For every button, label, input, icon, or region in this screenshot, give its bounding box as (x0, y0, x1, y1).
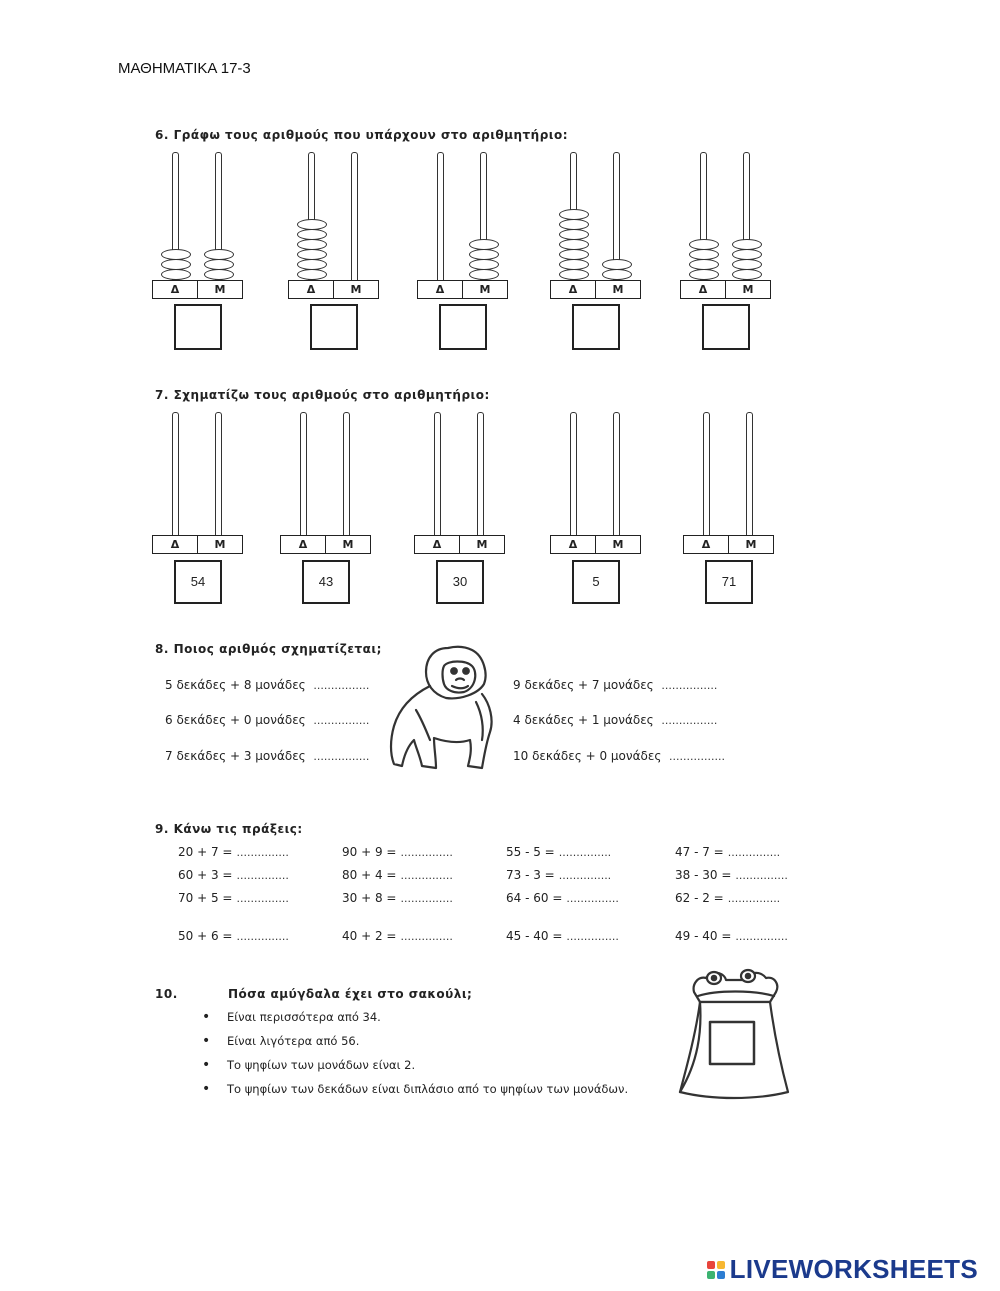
q9-operation: 55 - 5 = ............... (506, 845, 612, 859)
q9-answer-blank[interactable]: ............... (735, 869, 788, 882)
q9-operation: 90 + 9 = ............... (342, 845, 453, 859)
abacus-base (280, 535, 371, 554)
liveworksheets-logo (707, 1254, 978, 1285)
ones-label: Μ (333, 281, 378, 298)
ones-label: Μ (595, 281, 640, 298)
page-title: ΜΑΘΗΜΑΤΙΚΑ 17-3 (118, 60, 251, 77)
tens-label: Δ (701, 538, 711, 551)
q6-title: 6. Γράφω τους αριθμούς που υπάρχουν στο αριθμητήριο: (155, 128, 569, 142)
ones-bead (602, 269, 632, 280)
ones-rod (215, 412, 222, 536)
tens-bead (559, 219, 589, 230)
abacus-base (683, 535, 774, 554)
q9-answer-blank[interactable]: ............... (727, 892, 781, 905)
tens-rod (434, 412, 441, 536)
q8-answer-blank[interactable]: ................ (313, 679, 370, 692)
q10-clue: • Το ψηφίων των δεκάδων είναι διπλάσιο από το ψηφίων των μονάδων. (202, 1082, 628, 1096)
ones-bead (204, 259, 234, 270)
q9-answer-blank[interactable]: ............... (558, 846, 612, 859)
q9-answer-blank[interactable]: ............... (400, 930, 453, 943)
q10-clue-list (202, 1010, 628, 1106)
ones-bead (204, 249, 234, 260)
ones-bead (732, 249, 762, 260)
q10-clue: • Είναι περισσότερα από 34. (202, 1010, 628, 1024)
q10-title: Πόσα αμύγδαλα έχει στο σακούλι; (228, 987, 473, 1001)
abacus[interactable] (414, 412, 506, 555)
tens-bead (559, 229, 589, 240)
tens-rod (437, 152, 444, 281)
tens-bead (161, 259, 191, 270)
q10-clue: • Το ψηφίων των μονάδων είναι 2. (202, 1058, 628, 1072)
tens-rod (300, 412, 307, 536)
q7-target-number: 30 (436, 560, 484, 604)
abacus (417, 152, 509, 300)
tens-bead (689, 249, 719, 260)
tens-bead (689, 269, 719, 280)
abacus-base (152, 535, 243, 554)
q9-operation: 70 + 5 = ............... (178, 891, 289, 905)
q9-answer-blank[interactable]: ............... (400, 892, 453, 905)
q9-operation: 38 - 30 = ............... (675, 868, 788, 882)
q7-target-number: 71 (705, 560, 753, 604)
q6-answer-box[interactable] (702, 304, 750, 350)
abacus-base (288, 280, 379, 299)
ones-bead (732, 239, 762, 250)
tens-label: Δ (298, 538, 308, 551)
tens-label: Δ (170, 538, 180, 551)
ones-label: Μ (459, 536, 504, 553)
q9-operation: 62 - 2 = ............... (675, 891, 781, 905)
ones-bead (469, 239, 499, 250)
ones-bead (602, 259, 632, 270)
q9-answer-blank[interactable]: ............... (236, 892, 289, 905)
ones-bead (469, 249, 499, 260)
abacus[interactable] (280, 412, 372, 555)
ones-rod (477, 412, 484, 536)
q8-left-item-2: 6 δεκάδες + 0 μονάδες ................ (165, 713, 370, 727)
ones-label: Μ (725, 281, 770, 298)
ones-label: Μ (325, 536, 370, 553)
q6-answer-box[interactable] (310, 304, 358, 350)
q8-right-item-1: 9 δεκάδες + 7 μονάδες ................ (513, 678, 718, 692)
q8-answer-blank[interactable]: ................ (313, 750, 370, 763)
ones-label: Μ (595, 536, 640, 553)
tens-label: Δ (306, 283, 316, 296)
q7-target-number: 54 (174, 560, 222, 604)
abacus-base (152, 280, 243, 299)
ones-label: Μ (197, 536, 242, 553)
abacus (152, 152, 244, 300)
q7-target-number: 43 (302, 560, 350, 604)
abacus-base (680, 280, 771, 299)
tens-bead (559, 259, 589, 270)
abacus[interactable] (550, 412, 642, 555)
abacus (550, 152, 642, 300)
ones-rod (613, 412, 620, 536)
tens-rod (570, 412, 577, 536)
ones-bead (732, 269, 762, 280)
q8-answer-blank[interactable]: ................ (661, 679, 718, 692)
q9-operation: 30 + 8 = ............... (342, 891, 453, 905)
q9-operation: 73 - 3 = ............... (506, 868, 612, 882)
tens-bead (559, 209, 589, 220)
tens-label: Δ (568, 538, 578, 551)
ones-bead (469, 259, 499, 270)
q8-left-item-3: 7 δεκάδες + 3 μονάδες ................ (165, 749, 370, 763)
tens-bead (161, 249, 191, 260)
ones-bead (204, 269, 234, 280)
ones-rod (343, 412, 350, 536)
tens-bead (161, 269, 191, 280)
q9-answer-blank[interactable]: ............... (566, 930, 619, 943)
abacus-base (414, 535, 505, 554)
tens-rod (703, 412, 710, 536)
abacus-base (550, 280, 641, 299)
q8-title: 8. Ποιος αριθμός σχηματίζεται; (155, 642, 382, 656)
abacus (288, 152, 380, 300)
ones-label: Μ (462, 281, 507, 298)
ones-rod (351, 152, 358, 281)
tens-bead (689, 239, 719, 250)
q9-operation: 20 + 7 = ............... (178, 845, 289, 859)
tens-bead (297, 259, 327, 270)
ones-rod (746, 412, 753, 536)
q9-answer-blank[interactable]: ............... (236, 846, 289, 859)
q6-answer-box[interactable] (439, 304, 487, 350)
liveworksheets-logo-icon (707, 1261, 725, 1279)
abacus-base (550, 535, 641, 554)
q6-answer-box[interactable] (174, 304, 222, 350)
ones-label: Μ (197, 281, 242, 298)
tens-bead (297, 219, 327, 230)
q9-operation: 60 + 3 = ............... (178, 868, 289, 882)
q9-answer-blank[interactable]: ............... (727, 846, 781, 859)
q9-answer-blank[interactable]: ............... (566, 892, 619, 905)
ones-bead (732, 259, 762, 270)
tens-bead (559, 269, 589, 280)
q8-answer-blank[interactable]: ................ (661, 714, 718, 727)
q10-number: 10. (155, 987, 178, 1001)
abacus-base (417, 280, 508, 299)
liveworksheets-logo-text: LIVEWORKSHEETS (729, 1254, 978, 1284)
tens-bead (297, 249, 327, 260)
q7-target-number: 5 (572, 560, 620, 604)
tens-label: Δ (432, 538, 442, 551)
q8-left-item-1: 5 δεκάδες + 8 μονάδες ................ (165, 678, 370, 692)
q9-operation: 47 - 7 = ............... (675, 845, 781, 859)
q9-answer-blank[interactable]: ............... (400, 846, 453, 859)
tens-bead (297, 269, 327, 280)
q9-operation: 49 - 40 = ............... (675, 929, 788, 943)
gorilla-illustration (386, 640, 504, 772)
q8-answer-blank[interactable]: ................ (313, 714, 370, 727)
q9-answer-blank[interactable]: ............... (400, 869, 453, 882)
q9-answer-blank[interactable]: ............... (558, 869, 612, 882)
q9-operation: 50 + 6 = ............... (178, 929, 289, 943)
q7-title: 7. Σχηματίζω τους αριθμούς στο αριθμητήριο: (155, 388, 490, 402)
tens-bead (297, 229, 327, 240)
q8-answer-blank[interactable]: ................ (669, 750, 725, 763)
tens-label: Δ (568, 283, 578, 296)
q8-right-item-2: 4 δεκάδες + 1 μονάδες ................ (513, 713, 718, 727)
q9-title: 9. Κάνω τις πράξεις: (155, 822, 303, 836)
tens-bead (559, 239, 589, 250)
tens-rod (172, 412, 179, 536)
ones-bead (469, 269, 499, 280)
q6-answer-box[interactable] (572, 304, 620, 350)
q9-operation: 40 + 2 = ............... (342, 929, 453, 943)
q9-answer-blank[interactable]: ............... (735, 930, 788, 943)
abacus[interactable] (152, 412, 244, 555)
tens-label: Δ (698, 283, 708, 296)
bag-illustration (676, 962, 794, 1102)
abacus[interactable] (683, 412, 775, 555)
tens-label: Δ (170, 283, 180, 296)
q8-right-item-3: 10 δεκάδες + 0 μονάδες ................ (513, 749, 725, 763)
q10-clue: • Είναι λιγότερα από 56. (202, 1034, 628, 1048)
q9-operation: 80 + 4 = ............... (342, 868, 453, 882)
q9-operation: 45 - 40 = ............... (506, 929, 619, 943)
abacus (680, 152, 772, 300)
q9-operation: 64 - 60 = ............... (506, 891, 619, 905)
tens-bead (689, 259, 719, 270)
ones-label: Μ (728, 536, 773, 553)
q9-answer-blank[interactable]: ............... (236, 930, 289, 943)
tens-bead (297, 239, 327, 250)
q9-answer-blank[interactable]: ............... (236, 869, 289, 882)
tens-bead (559, 249, 589, 260)
tens-label: Δ (435, 283, 445, 296)
